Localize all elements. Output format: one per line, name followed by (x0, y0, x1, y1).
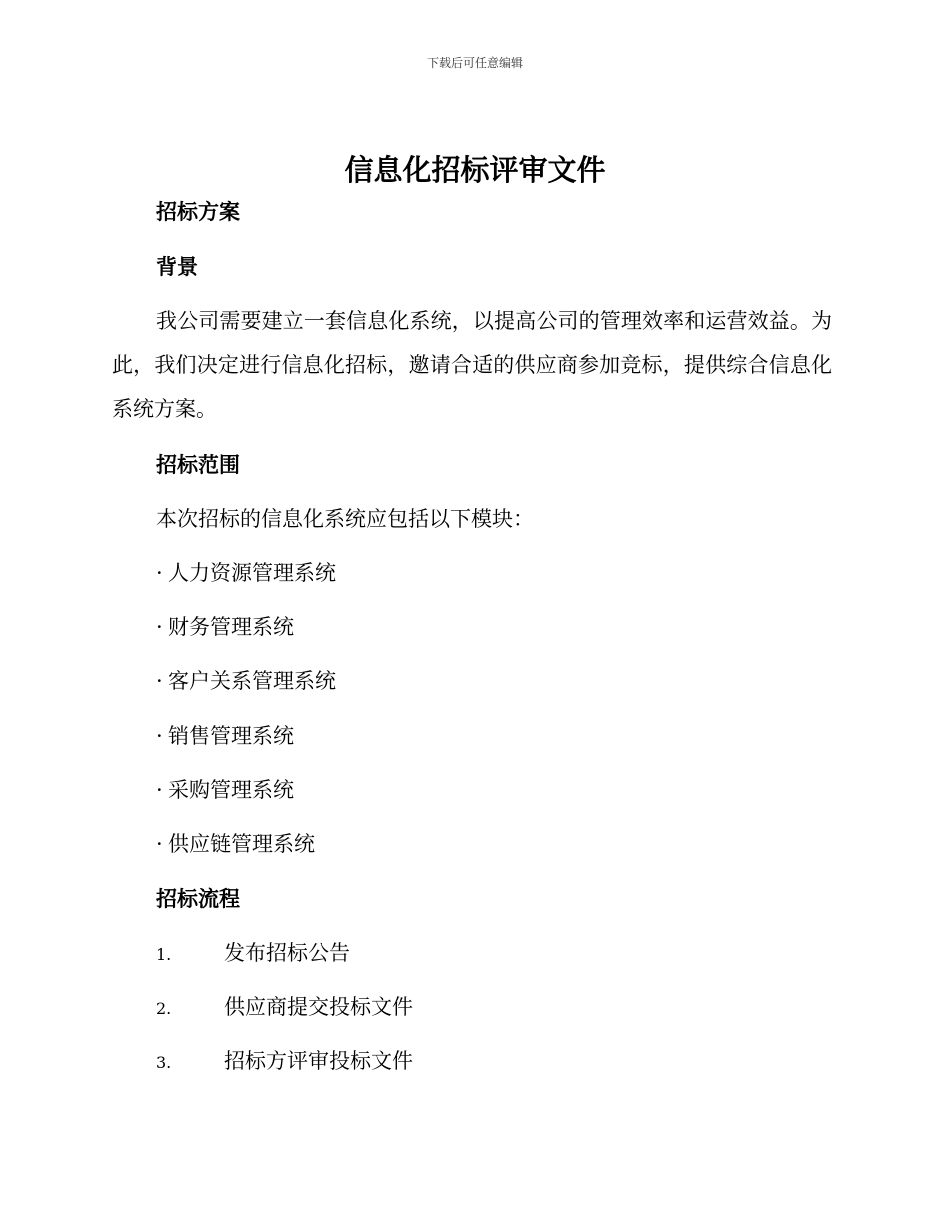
bullet-icon: · (156, 778, 163, 802)
list-item-number: 3. (156, 1053, 172, 1072)
list-item (156, 829, 315, 859)
list-item-number: 1. (156, 945, 172, 964)
list-item-label: 人力资源管理系统 (168, 561, 336, 585)
document-title: 信息化招标评审文件 (344, 153, 606, 187)
bullet-icon: · (156, 615, 163, 639)
list-item (156, 1046, 413, 1078)
list-item (156, 721, 294, 751)
list-item (156, 938, 350, 970)
list-item (156, 992, 413, 1024)
page-header: 下载后可任意编辑 (426, 56, 523, 70)
bullet-icon: · (156, 669, 163, 693)
background-paragraph: 我公司需要建立一套信息化系统，以提高公司的管理效率和运营效益。为此，我们决定进行信息化招标，邀请合适的供应商参加竞标，提供综合信息化系统方案。 (112, 309, 832, 421)
list-item (156, 558, 336, 588)
list-item-label: 招标方评审投标文件 (224, 1049, 413, 1073)
list-item-label: 供应链管理系统 (168, 832, 315, 856)
list-item-label: 供应商提交投标文件 (224, 995, 413, 1019)
bullet-icon: · (156, 561, 163, 585)
list-item (156, 775, 294, 805)
section-heading-plan: 招标方案 (156, 200, 240, 224)
list-item (156, 666, 336, 696)
list-item-label: 客户关系管理系统 (168, 669, 336, 693)
list-item-label: 销售管理系统 (168, 724, 294, 748)
section-heading-scope: 招标范围 (156, 453, 240, 477)
bullet-icon: · (156, 724, 163, 748)
bullet-icon: · (156, 832, 163, 856)
list-item-label: 发布招标公告 (224, 941, 350, 965)
list-item-label: 财务管理系统 (168, 615, 294, 639)
list-item (156, 612, 294, 642)
section-heading-process: 招标流程 (156, 887, 240, 911)
scope-intro: 本次招标的信息化系统应包括以下模块： (156, 507, 534, 531)
section-heading-background: 背景 (156, 255, 198, 279)
list-item-number: 2. (156, 999, 172, 1018)
list-item-label: 采购管理系统 (168, 778, 294, 802)
